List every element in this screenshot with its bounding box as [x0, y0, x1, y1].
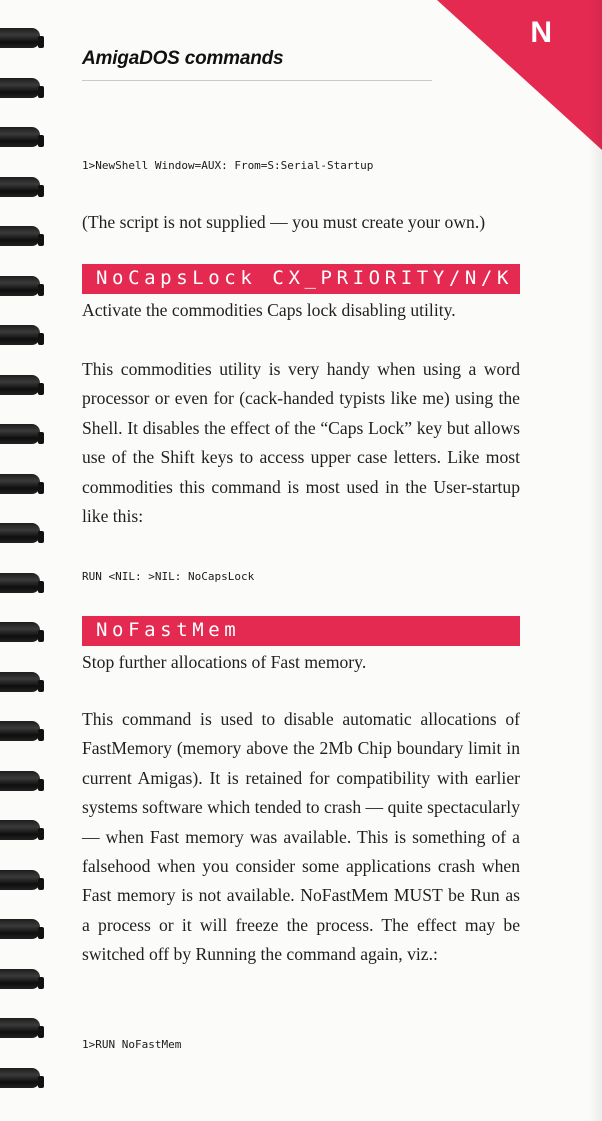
- binding-coil: [0, 523, 40, 543]
- page-edge-shadow: [588, 0, 602, 1121]
- binding-coil: [0, 78, 40, 98]
- binding-coil: [0, 721, 40, 741]
- command-heading-nofastmem: NoFastMem: [96, 619, 241, 641]
- binding-coil: [0, 375, 40, 395]
- command-description-nofastmem: This command is used to disable automatic allocations of FastMemory (memory above the 2Mb Chip boundary limit in current Amigas). It is retained for compatibility with earlier systems software which tended to crash — quite spectacularly — when Fast memory was available. This is something of a falsehood when you consider some applications crash when Fast memory is not available. NoFastMem MUST be Run as a process or it will freeze the process. The effect may be switched off by Running the command again, viz.:: [82, 709, 520, 965]
- binding-coil: [0, 474, 40, 494]
- code-example-nofastmem: 1>RUN NoFastMem: [82, 1038, 182, 1051]
- binding-coil: [0, 1068, 40, 1088]
- binding-coil: [0, 919, 40, 939]
- command-summary-nofastmem: Stop further allocations of Fast memory.: [82, 652, 367, 672]
- running-head: AmigaDOS commands: [82, 48, 284, 69]
- binding-coil: [0, 424, 40, 444]
- header-rule: [82, 80, 432, 81]
- binding-coil: [0, 622, 40, 642]
- spiral-binding: [0, 0, 48, 1121]
- binding-coil: [0, 820, 40, 840]
- binding-coil: [0, 28, 40, 48]
- binding-coil: [0, 969, 40, 989]
- command-summary-nocapslock: Activate the commodities Caps lock disabling utility.: [82, 300, 456, 320]
- script-note: (The script is not supplied — you must create your own.): [82, 212, 486, 232]
- binding-coil: [0, 573, 40, 593]
- binding-coil: [0, 870, 40, 890]
- command-heading-nocapslock: NoCapsLock CX_PRIORITY/N/K: [96, 267, 514, 289]
- section-tab-letter: N: [530, 16, 552, 49]
- binding-coil: [0, 771, 40, 791]
- binding-coil: [0, 1018, 40, 1038]
- binding-coil: [0, 672, 40, 692]
- binding-coil: [0, 226, 40, 246]
- command-description-nocapslock: This commodities utility is very handy when using a word processor or even for (cack-handed typists like me) using the Shell. It disables the effect of the “Caps Lock” key but allows use of the Shift keys to access upper case letters. Like most commodities this command is most used in the User-startup like this:: [82, 359, 520, 527]
- code-example-newshell: 1>NewShell Window=AUX: From=S:Serial-Startup: [82, 159, 374, 172]
- binding-coil: [0, 177, 40, 197]
- code-example-nocapslock: RUN <NIL: >NIL: NoCapsLock: [82, 570, 255, 583]
- binding-coil: [0, 325, 40, 345]
- section-tab-corner: [437, 0, 602, 165]
- command-heading-bar: [82, 264, 520, 294]
- binding-coil: [0, 127, 40, 147]
- command-heading-bar: [82, 616, 520, 646]
- binding-coil: [0, 276, 40, 296]
